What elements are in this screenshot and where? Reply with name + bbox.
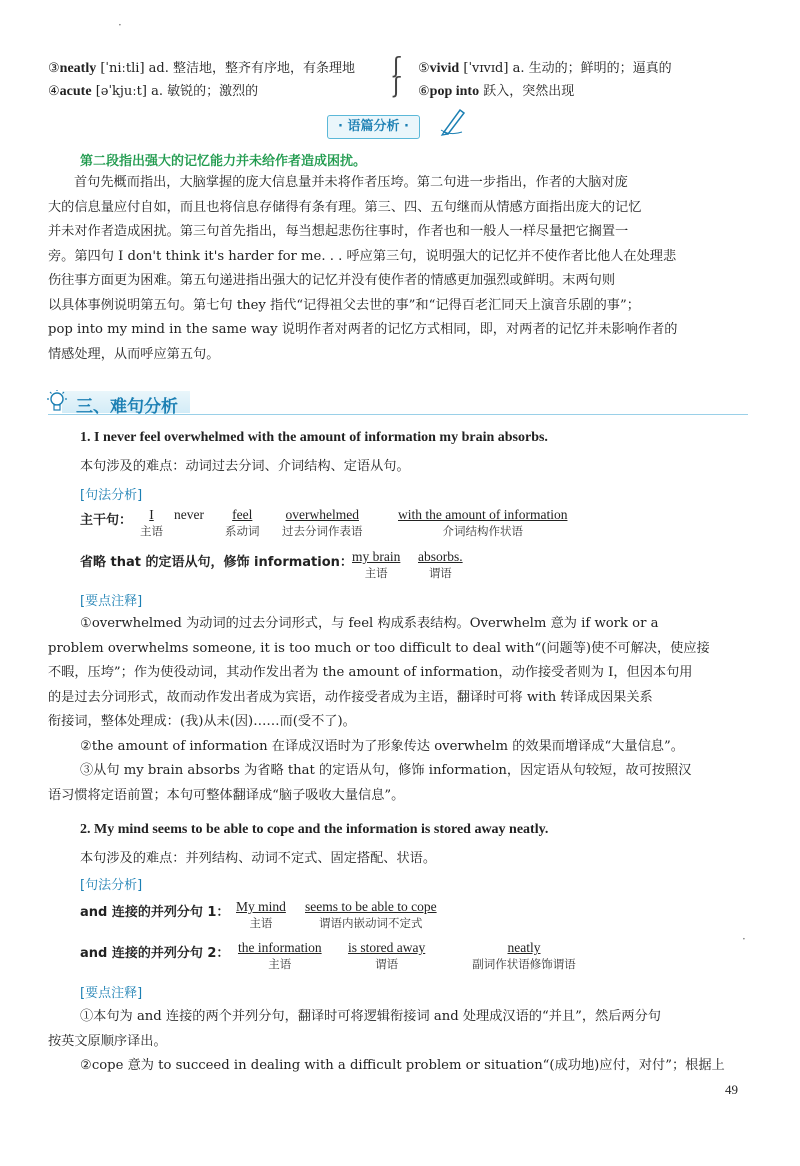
pen-icon: [440, 106, 466, 136]
parse-word: My mind 主语: [236, 899, 286, 930]
parse-word: seems to be able to cope 谓语内嵌动词不定式: [305, 899, 437, 930]
parse-word: neatly 副词作状语修饰谓语: [472, 940, 576, 971]
notes-paragraph: ①本句为 and 连接的两个并列分句，翻译时可将逻辑衔接词 and 处理成汉语的“并且”，然后两分句 按英文原顺序译出。 ②cope 意为 to succeed in dealing with a difficult problem or situation“(成功地)应付，对付”；根据上: [48, 1009, 725, 1073]
parse-word: is stored away 谓语: [348, 940, 426, 971]
scan-dot: ·: [742, 932, 746, 946]
divider-squiggle: ʃ: [393, 74, 401, 99]
sentence-2: 2. My mind seems to be able to cope and the information is stored away neatly.: [80, 822, 549, 837]
difficulty-1: 本句涉及的难点：动词过去分词、介词结构、定语从句。: [80, 459, 410, 474]
main-clause-label: 主干句：: [80, 513, 133, 528]
parse-word: feel 系动词: [225, 507, 260, 538]
parse-word: the information 主语: [238, 940, 322, 971]
scan-dot: ·: [118, 18, 122, 32]
vocab-item: ⑤vivid [ˈvɪvɪd] a. 生动的；鲜明的；逼真的: [418, 61, 672, 76]
analysis-paragraph: 首句先概而指出，大脑掌握的庞大信息量并未将作者压垮。第二句进一步指出，作者的大脑对庞 大的信息量应付自如，而且也将信息存储得有条有理。第三、四、五句继而从情感方面指出庞大的记忆 并未对作者造成困扰。第三句首先指出，每当想起悲伤往事时，作者也和一般人一样尽量把它搁置一 旁。第四句 I don't think it's harder for me. . . 呼应第三句，说明强大的记忆并不使作者比他人在处理悲 伤往事方面更为困难。第五句递进指出强大的记忆并没有使作者的情感更加强烈或鲜明。末两句则 以具体事例说明第五句。第七句 they 指代“记得祖父去世的事”和“记得百老汇同天上演音乐剧的事”； pop into my mind in the same way 说明作者对两者的记忆方式相同，即，对两者的记忆并未影响作者的 情感处理，从而呼应第五句。: [48, 175, 678, 362]
difficulty-2: 本句涉及的难点：并列结构、动词不定式、固定搭配、状语。: [80, 851, 437, 866]
parse-word: absorbs. 谓语: [418, 549, 463, 580]
syntax-tag: [句法分析]: [80, 878, 143, 893]
coordinate-clause-1-label: and 连接的并列分句 1：: [80, 905, 230, 920]
lightbulb-icon: [46, 389, 68, 415]
parse-word: never: [174, 507, 204, 522]
notes-paragraph: ①overwhelmed 为动词的过去分词形式，与 feel 构成系表结构。Overwhelm 意为 if work or a problem overwhelms someone, it is too much or too difficult to deal with“(问题等)使不可解决，使应接 不暇，压垮”；作为使役动词，其动作发出者为 the amount of information，动作接受者则为 I，但因本句用 的是过去分词形式，故而动作发出者成为宾语，动作接受者成为主语，翻译时可将 with 转译成因果关系 衔接词，整体处理成：(我)从未(因)……而(受不了)。 ②the amount of information 在译成汉语时为了形象传达 overwhelm 的效果而增译成“大量信息”。 ③从句 my brain absorbs 为省略 that 的定语从句，修饰 information，因定语从句较短，故可按照汉 语习惯将定语前置；本句可整体翻译成“脑子吸收大量信息”。: [48, 616, 710, 803]
parse-word: with the amount of information 介词结构作状语: [398, 507, 568, 538]
vocab-item: ⑥pop into 跃入，突然出现: [418, 84, 575, 99]
divider-squiggle: ʃ: [393, 54, 401, 79]
section-badge: · 语篇分析 ·: [327, 115, 420, 139]
section-title: 三、难句分析: [76, 397, 178, 417]
page-number: 49: [725, 1082, 738, 1097]
parse-word: I 主语: [140, 507, 163, 538]
parse-word: overwhelmed 过去分词作表语: [282, 507, 363, 538]
sentence-1: 1. I never feel overwhelmed with the amount of information my brain absorbs.: [80, 430, 548, 445]
relative-clause-label: 省略 that 的定语从句，修饰 information：: [80, 555, 353, 570]
parse-word: my brain 主语: [352, 549, 401, 580]
syntax-tag: [句法分析]: [80, 488, 143, 503]
vocab-item: ④acute [əˈkjuːt] a. 敏锐的；激烈的: [48, 84, 259, 99]
analysis-heading: 第二段指出强大的记忆能力并未给作者造成困扰。: [80, 154, 367, 169]
coordinate-clause-2-label: and 连接的并列分句 2：: [80, 946, 230, 961]
notes-tag: [要点注释]: [80, 594, 143, 609]
notes-tag: [要点注释]: [80, 986, 143, 1001]
vocab-item: ③neatly [ˈniːtli] ad. 整洁地，整齐有序地，有条理地: [48, 61, 356, 76]
